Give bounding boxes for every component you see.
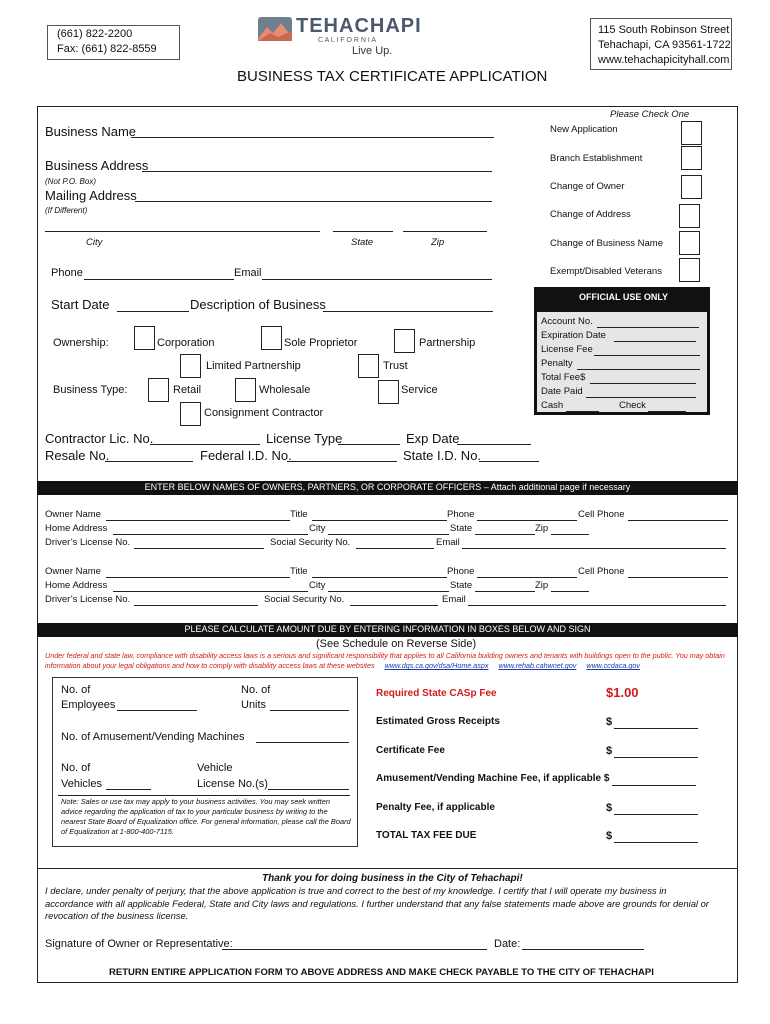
address-line-3: www.tehachapicityhall.com [598,54,730,66]
service-label: Service [401,384,438,396]
exp-date-input[interactable] [457,444,531,445]
employees-input[interactable] [117,710,197,711]
fee-penalty-input[interactable] [614,814,698,815]
federal-id-input[interactable] [287,461,397,462]
owner-dl-label: Driver’s License No. [45,594,131,605]
official-account-line [597,327,699,328]
owner-block-2 [0,566,770,616]
see-schedule: (See Schedule on Reverse Side) [316,638,477,650]
owner-city-label: City [309,580,326,591]
business-type-label: Business Type: [53,384,128,396]
owner-cell-label: Cell Phone [578,509,625,520]
option-new-application: New Application [550,124,618,135]
units-label: Units [241,699,267,711]
owner-phone-input[interactable] [477,520,577,521]
contractor-lic-input[interactable] [150,444,260,445]
mailing-address-label: Mailing Address [45,188,137,203]
consignment-checkbox[interactable] [180,402,201,426]
business-name-label: Business Name [45,124,137,139]
note-divider [58,795,350,796]
owner-zip-label: Zip [535,580,549,591]
official-total-fee-line [590,383,696,384]
owner-city-label: City [309,523,326,534]
owner-home-address-label: Home Address [45,523,108,534]
trust-checkbox[interactable] [358,354,379,378]
zip-label: Zip [431,237,445,248]
return-instructions: RETURN ENTIRE APPLICATION FORM TO ABOVE ADDRESS AND MAKE CHECK PAYABLE TO THE CITY OF TEHACHAPI [109,967,654,978]
license-type-input[interactable] [338,444,400,445]
vehicle-label: Vehicle [197,762,233,774]
owner-ssn-input[interactable] [356,548,434,549]
owner-zip-label: Zip [535,523,549,534]
logo-tagline: Live Up. [352,45,393,57]
date-label: Date: [494,938,521,950]
corporation-label: Corporation [157,337,215,349]
official-account-label: Account No. [541,316,593,327]
description-input[interactable] [323,311,493,312]
owner-name-input[interactable] [106,520,290,521]
consignment-label: Consignment Contractor [204,407,324,419]
fee-penalty-label: Penalty Fee, if applicable [376,802,495,813]
official-date-paid-line [586,397,696,398]
signature-label: Signature of Owner or Representative: [45,938,233,950]
sole-proprietor-checkbox[interactable] [261,326,282,350]
branch-establishment-checkbox[interactable] [681,146,702,170]
email-input[interactable] [262,279,492,280]
license-nos-input[interactable] [268,789,349,790]
ownership-label: Ownership: [53,337,109,349]
fee-amusement-label: Amusement/Vending Machine Fee, if applicable $ [376,773,610,784]
official-expiration-line [614,341,696,342]
units-input[interactable] [270,710,349,711]
email-label: Email [234,267,262,279]
owner-home-address-input[interactable] [113,534,308,535]
logo-name: TEHACHAPI [296,15,422,37]
retail-checkbox[interactable] [148,378,169,402]
owner-state-label: State [450,580,473,591]
fee-gross-label: Estimated Gross Receipts [376,716,500,727]
federal-id-label: Federal I.D. No. [200,448,292,463]
calc-banner: PLEASE CALCULATE AMOUNT DUE BY ENTERING INFORMATION IN BOXES BELOW AND SIGN [37,623,738,637]
owner-state-label: State [450,523,473,534]
fee-total-input[interactable] [614,842,698,843]
option-change-address: Change of Address [550,209,631,220]
official-license-fee-label: License Fee [541,344,593,355]
link-dgs[interactable]: www.dgs.ca.gov/dsa/Home.aspx [384,661,489,670]
employees-label: Employees [61,699,116,711]
signature-input[interactable] [222,949,487,950]
declaration-text: I declare, under penalty of perjury, that the above application is true and correct to the best of my knowledge. I certify that I will operate my business in accordance with all applicable Federal, State and City laws and regulations. I further understand that any false statements made above are grounds for denial or revocation of the business license. [45,885,709,921]
owner-title-label: Title [290,566,308,577]
owner-name-label: Owner Name [45,509,101,520]
official-penalty-label: Penalty [541,358,573,369]
fee-penalty-dollar: $ [606,802,613,814]
official-date-paid-label: Date Paid [541,386,583,397]
business-address-input[interactable] [142,171,492,172]
thanks-message: Thank you for doing business in the City of Tehachapi! [262,873,523,884]
if-different-note: (If Different) [45,206,88,215]
owner-email-label: Email [442,594,466,605]
state-label: State [351,237,374,248]
disability-notice [45,651,735,671]
owner-email-input[interactable] [468,605,726,606]
city-label: City [86,237,103,248]
service-checkbox[interactable] [378,380,399,404]
official-use-heading: OFFICIAL USE ONLY [579,292,669,302]
no-of-units-1: No. of [241,684,271,696]
owner-phone-label: Phone [447,509,475,520]
change-business-name-checkbox[interactable] [679,231,700,255]
fee-casp-value: $1.00 [606,685,639,700]
owner-city-input[interactable] [328,534,449,535]
owner-home-address-label: Home Address [45,580,108,591]
fee-certificate-label: Certificate Fee [376,745,445,756]
vehicles-label: Vehicles [61,778,102,790]
owner-dl-label: Driver’s License No. [45,537,131,548]
license-nos-label: License No.(s) [197,778,268,790]
owner-email-label: Email [436,537,460,548]
header-phone: (661) 822-2200 [57,28,133,40]
contractor-lic-label: Contractor Lic. No. [45,431,154,446]
start-date-input[interactable] [117,311,189,312]
owners-banner: ENTER BELOW NAMES OF OWNERS, PARTNERS, OR CORPORATE OFFICERS – Attach additional page if necessary [37,481,738,495]
amusement-machines-input[interactable] [256,742,349,743]
wholesale-checkbox[interactable] [235,378,256,402]
license-type-label: License Type [266,431,343,446]
owner-ssn-label: Social Security No. [270,537,351,548]
owner-dl-input[interactable] [134,605,258,606]
exp-date-label: Exp Date [406,431,460,446]
fee-gross-dollar: $ [606,716,613,728]
form-title: BUSINESS TAX CERTIFICATE APPLICATION [237,68,548,85]
official-cash-label: Cash [541,400,564,411]
address-line-1: 115 South Robinson Street [598,24,730,36]
fee-certificate-dollar: $ [606,745,613,757]
corporation-checkbox[interactable] [134,326,155,350]
fee-casp-label: Required State CASp Fee [376,688,497,699]
logo-state: C A L I F O R N I A [318,37,377,44]
fee-amusement-input[interactable] [612,785,696,786]
owner-zip-input[interactable] [551,591,589,592]
mailing-address-input[interactable] [135,201,492,202]
exempt-veterans-checkbox[interactable] [679,258,700,282]
official-penalty-line [577,369,700,370]
wholesale-label: Wholesale [259,384,311,396]
resale-no-input[interactable] [105,461,193,462]
tax-note: Note: Sales or use tax may apply to your business activities. You may seek written advice regarding the application of tax to your particular business by writing to the nearest State Board of Equalization office. For general information, please call the Board of Equalization at 1-800-400-7115. [61,797,351,836]
owner-block-1 [0,509,770,559]
footer-divider [37,868,738,869]
official-check-label: Check [619,400,646,411]
official-license-fee-line [594,355,700,356]
owner-name-input[interactable] [106,577,290,578]
state-id-label: State I.D. No. [403,448,482,463]
owner-ssn-label: Social Security No. [264,594,345,605]
address-line-2: Tehachapi, CA 93561-1722 [598,39,731,51]
date-input[interactable] [522,949,644,950]
option-branch-establishment: Branch Establishment [550,153,643,164]
official-expiration-label: Expiration Date [541,330,606,341]
not-po-box-note: (Not P.O. Box) [45,177,96,186]
partnership-label: Partnership [419,337,476,349]
trust-label: Trust [383,360,408,372]
limited-partnership-checkbox[interactable] [180,354,201,378]
option-change-owner: Change of Owner [550,181,625,192]
link-rehab[interactable]: www.rehab.cahwnet.gov [498,661,577,670]
official-total-fee-label: Total Fee$ [541,372,586,383]
link-ccdaca[interactable]: www.ccdaca.gov [586,661,640,670]
no-of-vehicles-1: No. of [61,762,91,774]
owner-cell-input[interactable] [628,577,728,578]
owner-cell-label: Cell Phone [578,566,625,577]
limited-partnership-label: Limited Partnership [206,360,301,372]
official-check-line [648,411,686,412]
option-change-business-name: Change of Business Name [550,238,664,249]
header-fax: Fax: (661) 822-8559 [57,43,157,55]
owner-title-input[interactable] [312,520,447,521]
owner-city-input[interactable] [328,591,449,592]
owner-state-input[interactable] [475,591,535,592]
sole-proprietor-label: Sole Proprietor [284,337,358,349]
business-address-label: Business Address [45,158,149,173]
city-input[interactable] [45,231,320,232]
state-id-input[interactable] [479,461,539,462]
option-exempt-veterans: Exempt/Disabled Veterans [550,266,662,277]
mountain-logo-icon [258,17,294,43]
owner-title-input[interactable] [312,577,447,578]
amusement-machines-label: No. of Amusement/Vending Machines [61,731,245,743]
state-input[interactable] [333,231,393,232]
retail-label: Retail [173,384,202,396]
partnership-checkbox[interactable] [394,329,415,353]
description-label: Description of Business [190,297,326,312]
resale-no-label: Resale No. [45,448,110,463]
phone-label: Phone [51,267,83,279]
owner-cell-input[interactable] [628,520,728,521]
fee-total-dollar: $ [606,830,613,842]
fee-total-label: TOTAL TAX FEE DUE [376,830,477,841]
start-date-label: Start Date [51,297,110,312]
owner-home-address-input[interactable] [113,591,308,592]
official-cash-line [566,411,599,412]
zip-input[interactable] [403,231,487,232]
owner-email-input[interactable] [462,548,726,549]
change-address-checkbox[interactable] [679,204,700,228]
phone-input[interactable] [84,279,234,280]
owner-title-label: Title [290,509,308,520]
change-owner-checkbox[interactable] [681,175,702,199]
fee-certificate-input[interactable] [614,757,698,758]
business-name-input[interactable] [131,137,494,138]
owner-ssn-input[interactable] [350,605,438,606]
owner-zip-input[interactable] [551,534,589,535]
owner-name-label: Owner Name [45,566,101,577]
new-application-checkbox[interactable] [681,121,702,145]
owner-dl-input[interactable] [134,548,264,549]
fee-gross-input[interactable] [614,728,698,729]
tehachapi-logo [256,15,422,65]
check-one-heading: Please Check One [610,109,690,120]
disability-notice-text: Under federal and state law, compliance with disability access laws is a serious and significant responsibility that applies to all California building owners and tenants with buildings open to the public. You may obtain information about your legal obligations and how to comply with disability access laws at these websites [45,651,725,670]
owner-phone-input[interactable] [477,577,577,578]
owner-phone-label: Phone [447,566,475,577]
vehicles-input[interactable] [106,789,151,790]
owner-state-input[interactable] [475,534,535,535]
no-of-employees-1: No. of [61,684,91,696]
